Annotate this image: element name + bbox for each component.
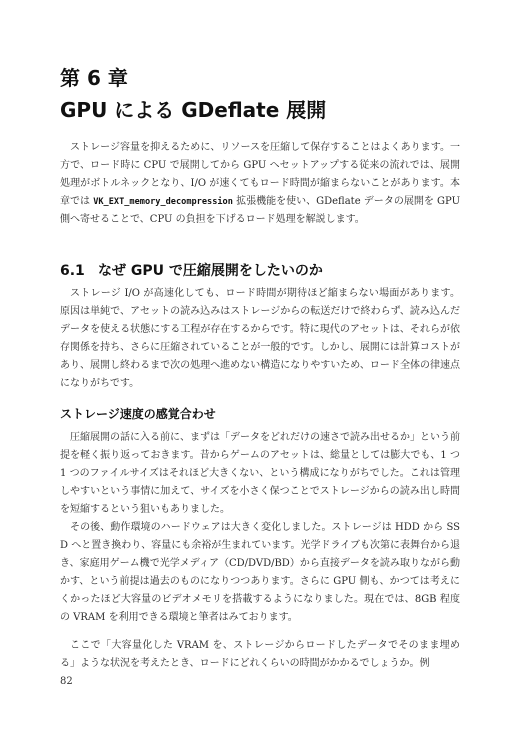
section-number: 6.1	[60, 263, 85, 279]
subsection-paragraph-1: 圧縮展開の話に入る前に、まずは「データをどれだけの速さで読み出せるか」という前提を軽く振り返っておきます。昔からゲームのアセットは、総量としては膨大でも、1 つ 1 つのファイルサイズはそれほど大きくない、という構成になりがちでした。これは管理しやすいという事情に加えて、サイズを小さく保つことでストレージからの読み出し時間を短縮するという狙いもありました。	[60, 432, 460, 515]
intro-text-before-code: ストレージ容量を抑えるために、リソースを圧縮して保存することはよくあります。一方で、ロード時に CPU で展開してから GPU へセットアップする従来の流れでは、展開処理がボトルネックとなり、I/O が速くてもロード時間が縮まらないことがあります。本章では	[60, 142, 460, 207]
intro-paragraph	[60, 139, 460, 229]
chapter-label: 第 6 章	[60, 66, 128, 90]
subsection-block	[60, 429, 460, 673]
subsection-paragraph-3: ここで「大容量化した VRAM を、ストレージからロードしたデータでそのまま埋める」ような状況を考えたとき、ロードにどれくらいの時間がかかるでしょうか。例	[60, 640, 460, 669]
page-number: 82	[60, 676, 73, 687]
section-title: なぜ GPU で圧縮展開をしたいのか	[98, 263, 323, 279]
section-heading	[60, 260, 323, 280]
subsection-paragraph-2: その後、動作環境のハードウェアは大きく変化しました。ストレージは HDD から SSD へと置き換わり、容量にも余裕が生まれています。光学ドライブも次第に表舞台から退き、家庭用ゲーム機で光学メディア（CD/DVD/BD）から直接データを読み取りながら動かす、という前提は過去のものになりつつあります。さらに GPU 側も、かつては考えにくかったほど大容量のビデオメモリを搭載するようになりました。現在では、8GB 程度の VRAM を利用できる環境と筆者はみております。	[60, 522, 460, 623]
subsection-heading: ストレージ速度の感覚合わせ	[60, 407, 216, 421]
section-block	[60, 285, 460, 393]
intro-text-after-code: 拡張機能を使い、GDeflate データの展開を GPU 側へ寄せることで、CPU の負担を下げるロード処理を解説します。	[60, 196, 460, 225]
extension-code: VK_EXT_memory_decompression	[93, 197, 233, 207]
intro-block	[60, 139, 460, 229]
section-paragraph: ストレージ I/O が高速化しても、ロード時間が期待ほど縮まらない場面があります。原因は単純で、アセットの読み込みはストレージからの転送だけで終わらず、読み込んだデータを使える状態にする工程が存在するからです。特に現代のアセットは、それらが依存関係を持ち、さらに圧縮されていることが一般的です。しかし、展開には計算コストがあり、展開し終わるまで次の処理へ進めない構造になりやすいため、ロード全体の律速点になりがちです。	[60, 288, 460, 389]
chapter-title: GPU による GDeflate 展開	[60, 98, 327, 122]
